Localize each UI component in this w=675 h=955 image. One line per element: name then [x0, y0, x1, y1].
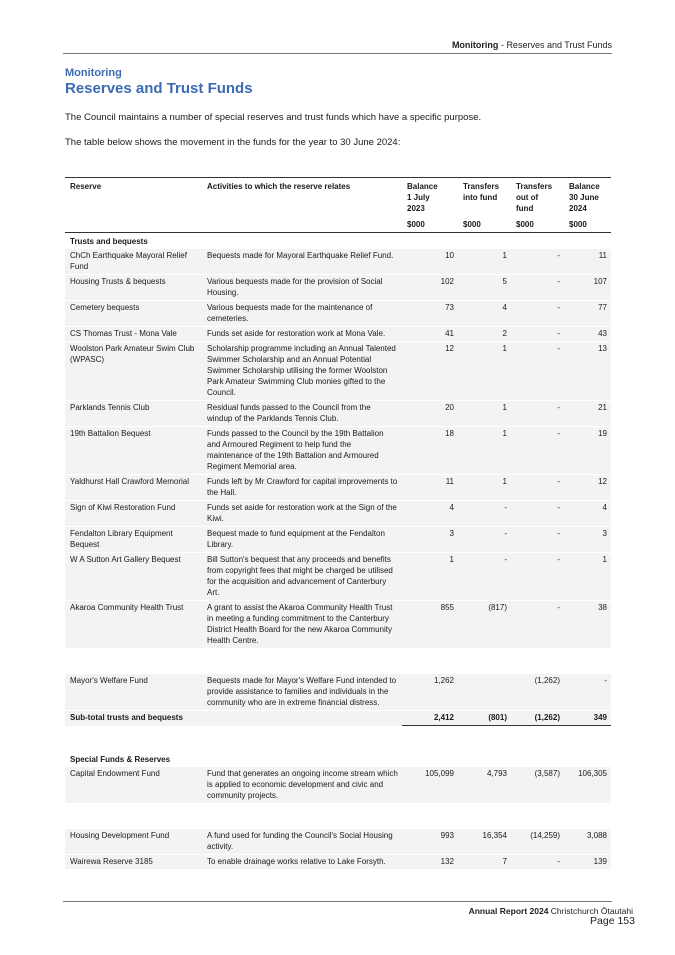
transfers-out: - — [511, 427, 564, 475]
intro-paragraph-2: The table below shows the movement in the funds for the year to 30 June 2024: — [65, 137, 401, 148]
reserve-name: Housing Development Fund — [65, 829, 202, 855]
header-separator: - — [498, 40, 507, 50]
unit-label: $000 — [458, 216, 511, 233]
activity-description: Bequest made to fund equipment at the Fendalton Library. — [202, 527, 402, 553]
trusts-bequests-body — [65, 233, 611, 711]
transfers-in: - — [458, 553, 511, 601]
col-header-reserve: Reserve — [65, 178, 202, 217]
activity-description: Funds set aside for restoration work at Mona Vale. — [202, 327, 402, 342]
table-row — [65, 501, 611, 527]
activity-description: A fund used for funding the Council's Social Housing activity. — [202, 829, 402, 855]
header-rule — [63, 53, 612, 54]
table-row — [65, 301, 611, 327]
transfers-out: (14,259) — [511, 829, 564, 855]
transfers-out: - — [511, 501, 564, 527]
intro-paragraph-1: The Council maintains a number of special reserves and trust funds which have a specific purpose. — [65, 112, 482, 123]
table-row — [65, 475, 611, 501]
reserve-name: Capital Endowment Fund — [65, 767, 202, 804]
balance-open: 18 — [402, 427, 458, 475]
table-row — [65, 275, 611, 301]
group-heading: Special Funds & Reserves — [70, 755, 171, 764]
activity-description: Bequests made for Mayor's Welfare Fund intended to provide assistance to families and individuals in the community who are in extreme financial distress. — [202, 674, 402, 711]
table-row — [65, 601, 611, 649]
balance-close: 1 — [564, 553, 611, 601]
balance-open: 105,099 — [402, 767, 458, 804]
transfers-in: - — [458, 527, 511, 553]
balance-open: 132 — [402, 855, 458, 870]
transfers-in: 1 — [458, 249, 511, 275]
transfers-out: - — [511, 301, 564, 327]
transfers-out: - — [511, 401, 564, 427]
activity-description: Funds set aside for restoration work at the Sign of the Kiwi. — [202, 501, 402, 527]
subtotal-body — [65, 711, 611, 752]
unit-label: $000 — [511, 216, 564, 233]
table-row — [65, 249, 611, 275]
header-section: Monitoring — [451, 40, 499, 50]
transfers-in: - — [458, 501, 511, 527]
transfers-in: 1 — [458, 475, 511, 501]
balance-close: 21 — [564, 401, 611, 427]
activity-description: Various bequests made for the maintenance of cemeteries. — [202, 301, 402, 327]
balance-close: 139 — [564, 855, 611, 870]
activity-description: To enable drainage works relative to Lake Forsyth. — [202, 855, 402, 870]
balance-close: 43 — [564, 327, 611, 342]
col-header-transfers-out: Transfers out of fund — [511, 178, 564, 217]
group-heading: Trusts and bequests — [70, 237, 148, 246]
transfers-out: - — [511, 527, 564, 553]
transfers-in: 16,354 — [458, 829, 511, 855]
table-row — [65, 767, 611, 804]
footer-city: Christchurch Ōtautahi — [548, 906, 633, 916]
activity-description: Funds passed to the Council by the 19th Battalion and Armoured Regiment to help fund the maintenance of the 19th Battalion and Armoured Regiment Memorial area. — [202, 427, 402, 475]
transfers-out: - — [511, 342, 564, 401]
transfers-out: - — [511, 275, 564, 301]
transfers-in: 4,793 — [458, 767, 511, 804]
balance-close: 13 — [564, 342, 611, 401]
balance-open: 12 — [402, 342, 458, 401]
balance-open: 3 — [402, 527, 458, 553]
reserve-name: Wairewa Reserve 3185 — [65, 855, 202, 870]
footer-report-title: Annual Report 2024 — [468, 906, 549, 916]
activity-description: Scholarship programme including an Annual Talented Swimmer Scholarship and an Annual Potential Swimmer Scholarship utilising the former Woolston Park Amateur Swimming Club monies gifted to the Council. — [202, 342, 402, 401]
balance-open: 20 — [402, 401, 458, 427]
spacer-row — [65, 804, 611, 830]
reserve-name: Mayor's Welfare Fund — [65, 674, 202, 711]
balance-open: 73 — [402, 301, 458, 327]
transfers-out: - — [511, 553, 564, 601]
table-header-row — [65, 178, 611, 217]
section-label: Monitoring — [65, 67, 122, 79]
balance-close: - — [564, 674, 611, 711]
col-header-activities: Activities to which the reserve relates — [202, 178, 402, 217]
table-row — [65, 829, 611, 855]
transfers-in: 7 — [458, 855, 511, 870]
balance-close: 77 — [564, 301, 611, 327]
table-row — [65, 342, 611, 401]
balance-close: 38 — [564, 601, 611, 649]
table-row — [65, 527, 611, 553]
col-header-transfers-in: Transfers into fund — [458, 178, 511, 217]
activity-description: Various bequests made for the provision of Social Housing. — [202, 275, 402, 301]
subtotal-close: 349 — [564, 711, 611, 726]
balance-open: 1,262 — [402, 674, 458, 711]
balance-close: 19 — [564, 427, 611, 475]
col-header-balance-open: Balance 1 July 2023 — [402, 178, 458, 217]
reserve-name: Akaroa Community Health Trust — [65, 601, 202, 649]
unit-label: $000 — [402, 216, 458, 233]
spacer-row — [65, 649, 611, 675]
reserve-name: W A Sutton Art Gallery Bequest — [65, 553, 202, 601]
transfers-out: - — [511, 249, 564, 275]
reserve-name: ChCh Earthquake Mayoral Relief Fund — [65, 249, 202, 275]
activity-description: Bill Sutton's bequest that any proceeds and benefits from copyright fees that might be charged be utilised for the acquisition and advancement of Canterbury Art. — [202, 553, 402, 601]
balance-close: 11 — [564, 249, 611, 275]
footer-rule — [63, 901, 612, 902]
transfers-out: - — [511, 601, 564, 649]
reserve-name: Parklands Tennis Club — [65, 401, 202, 427]
subtotal-out: (1,262) — [511, 711, 564, 726]
unit-label: $000 — [564, 216, 611, 233]
balance-close: 3,088 — [564, 829, 611, 855]
transfers-in: 5 — [458, 275, 511, 301]
table-row — [65, 855, 611, 870]
table-row — [65, 401, 611, 427]
reserve-name: Housing Trusts & bequests — [65, 275, 202, 301]
balance-close: 12 — [564, 475, 611, 501]
transfers-out: (3,587) — [511, 767, 564, 804]
transfers-in — [458, 674, 511, 711]
col-header-balance-close: Balance 30 June 2024 — [564, 178, 611, 217]
balance-close: 3 — [564, 527, 611, 553]
group-heading-row — [65, 751, 611, 767]
transfers-out: (1,262) — [511, 674, 564, 711]
reserve-name: CS Thomas Trust - Mona Vale — [65, 327, 202, 342]
spacer-row — [65, 726, 611, 752]
balance-open: 102 — [402, 275, 458, 301]
page-title: Reserves and Trust Funds — [65, 80, 253, 97]
reserve-name: Sign of Kiwi Restoration Fund — [65, 501, 202, 527]
activity-description: Residual funds passed to the Council from the windup of the Parklands Tennis Club. — [202, 401, 402, 427]
special-funds-body — [65, 751, 611, 870]
header-subsection: Reserves and Trust Funds — [506, 40, 612, 50]
reserve-name: Yaldhurst Hall Crawford Memorial — [65, 475, 202, 501]
transfers-out: - — [511, 855, 564, 870]
transfers-out: - — [511, 327, 564, 342]
balance-open: 1 — [402, 553, 458, 601]
transfers-in: 1 — [458, 342, 511, 401]
subtotal-row — [65, 711, 611, 726]
balance-open: 993 — [402, 829, 458, 855]
transfers-in: (817) — [458, 601, 511, 649]
subtotal-label: Sub-total trusts and bequests — [65, 711, 202, 726]
activity-description: Bequests made for Mayoral Earthquake Relief Fund. — [202, 249, 402, 275]
units-row — [65, 216, 611, 233]
transfers-in: 1 — [458, 401, 511, 427]
reserves-table — [65, 177, 611, 870]
table-row — [65, 674, 611, 711]
table-row — [65, 553, 611, 601]
running-header — [452, 40, 612, 50]
group-heading-row — [65, 233, 611, 250]
balance-close: 106,305 — [564, 767, 611, 804]
balance-open: 855 — [402, 601, 458, 649]
balance-open: 4 — [402, 501, 458, 527]
activity-description: Funds left by Mr Crawford for capital improvements to the Hall. — [202, 475, 402, 501]
activity-description: Fund that generates an ongoing income stream which is applied to economic development and civic and community projects. — [202, 767, 402, 804]
subtotal-open: 2,412 — [402, 711, 458, 726]
balance-open: 11 — [402, 475, 458, 501]
balance-close: 107 — [564, 275, 611, 301]
transfers-in: 4 — [458, 301, 511, 327]
table-row — [65, 327, 611, 342]
reserve-name: Woolston Park Amateur Swim Club (WPASC) — [65, 342, 202, 401]
balance-open: 10 — [402, 249, 458, 275]
transfers-in: 1 — [458, 427, 511, 475]
page-number: Page 153 — [590, 915, 635, 927]
reserve-name: 19th Battalion Bequest — [65, 427, 202, 475]
balance-close: 4 — [564, 501, 611, 527]
table-row — [65, 427, 611, 475]
subtotal-in: (801) — [458, 711, 511, 726]
activity-description: A grant to assist the Akaroa Community Health Trust in meeting a funding commitment to the Canterbury District Health Board for the new Akaroa Community Health Centre. — [202, 601, 402, 649]
balance-open: 41 — [402, 327, 458, 342]
transfers-in: 2 — [458, 327, 511, 342]
reserve-name: Cemetery bequests — [65, 301, 202, 327]
reserve-name: Fendalton Library Equipment Bequest — [65, 527, 202, 553]
transfers-out: - — [511, 475, 564, 501]
